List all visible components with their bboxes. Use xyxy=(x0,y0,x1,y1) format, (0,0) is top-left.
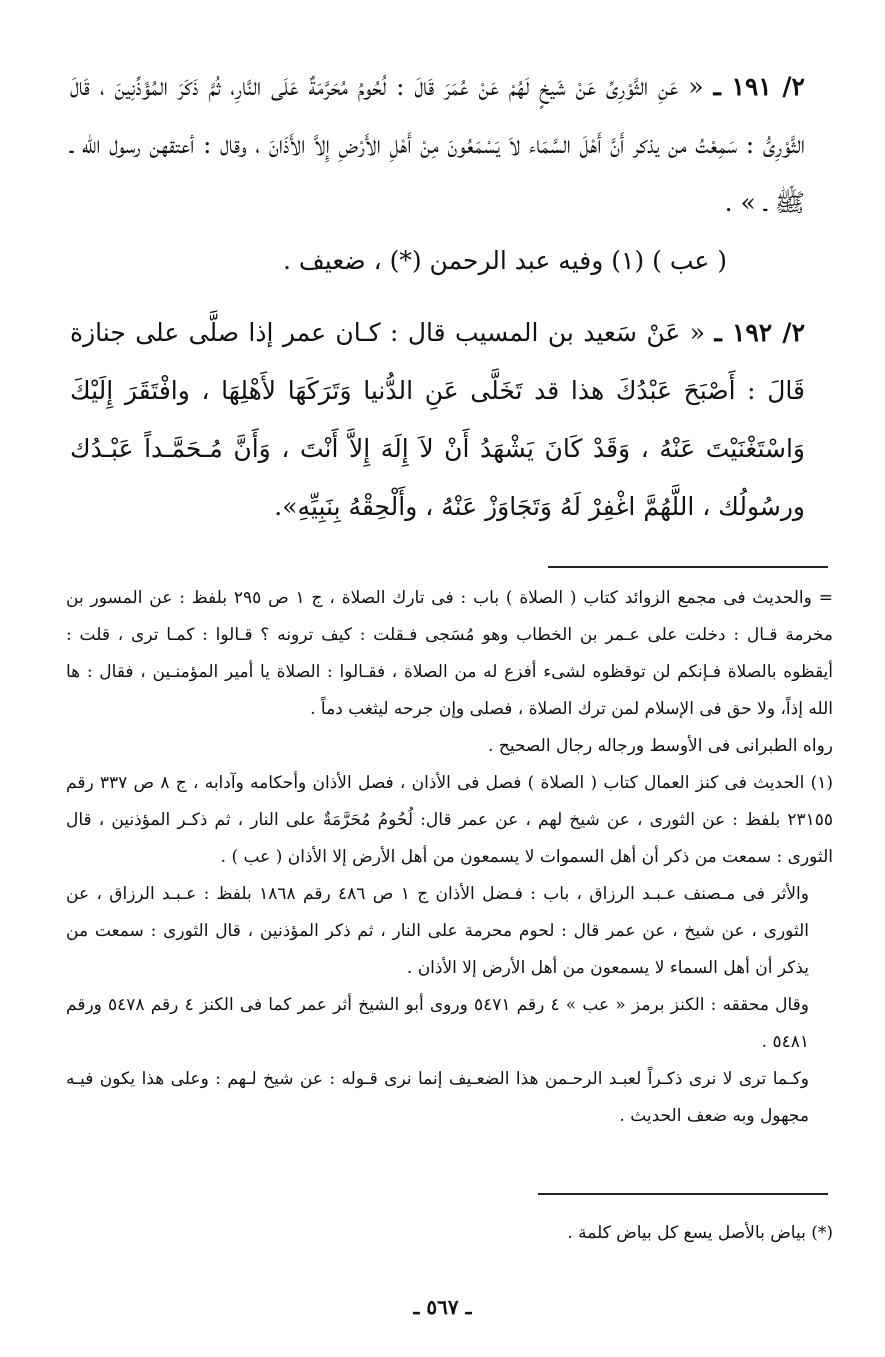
footnote-1: (١) الحديث فى كنز العمال كتاب ( الصلاة ) فصل فى الأذان ، فصل الأذان وأحكامه وآدابه ، ج ٨ ص ٣٣٧ رقم ٢٣١٥٥ بلفظ : عن الثورى ، عن شيخ لهم ، عن عمر قال: لُحُومُ مُحَرَّمَةٌ على النار ، ثم ذكـر المؤذنين ، قال الثورى : سمعت من ذكر أن أهل السموات لا يسمعون من أهل الأرض إلا الأذان ( عب ) . xyxy=(66,773,833,867)
page-number: ـ ٥٦٧ ـ xyxy=(413,1295,472,1319)
hadith-191-text: « عَنِ الثَّوْرِىِّ عَنْ شَيخٍ لَهُمْ عَنْ عُمَرَ قَالَ : لُحُومُ مُحَرَّمَةٌ عَلَى النَّارِ، ثُمَّ ذَكَرَ المُؤَذِّنِينَ ، قَالَ الثَّوْرِىُّ : سَمِعْتُ من يذكر أَنَّ أَهْلَ السَّمَاء لاَ يَسْمَعُونَ مِنْ أَهْلِ الأَرْضِ إِلاَّ الأَذَانَ ، وقال : أعتقهن رسول الله ـ ﷺ ـ » . xyxy=(70,72,805,217)
footnotes xyxy=(66,580,833,1135)
hadith-191-number: ٢/ ١٩١ ـ xyxy=(713,72,805,101)
paragraph-gap xyxy=(70,290,805,304)
hadith-191 xyxy=(70,58,805,232)
star-note-divider xyxy=(538,1193,828,1195)
footnote-divider xyxy=(548,566,828,568)
footnote-1-editor: وقال محققه : الكنز برمز « عب » ٤ رقم ٥٤٧١ وروى أبو الشيخ أثر عمر كما فى الكنز ٤ رقم ٥٤٧٨ ورقم ٥٤٨١ . xyxy=(66,995,809,1052)
hadith-191-reference: ( عب ) (١) وفيه عبد الرحمن (*) ، ضعيف . xyxy=(283,246,727,275)
footnote-continuation: = والحديث فى مجمع الزوائد كتاب ( الصلاة ) باب : فى تارك الصلاة ، ج ١ ص ٢٩٥ بلفظ : عن المسور بن مخرمة قـال : دخلت على عـمر بن الخطاب وهو مُسَجى فـقلت : كيف ترونه ؟ قـالوا : كمـا ترى ، قلت : أيقظوه بالصلاة فـإنكم لن توقظوه لشىء أفزع له من الصلاة ، فقـالوا : الصلاة يا أمير المؤمنـين ، فقال : ها الله إذاً، ولا حق فى الإسلام لمن ترك الصلاة ، فصلى وإن جرحه ليثغب دماً . xyxy=(66,588,833,719)
main-text xyxy=(70,58,805,536)
hadith-192-text: « عَنْ سَعيد بن المسيب قال : كـان عمر إذا صلَّى على جنازة قَالَ : أَصْبَحَ عَبْدُكَ هذا قد تَخَلَّى عَنِ الدُّنيا وَتَرَكَهَا لأَهْلِهَا ، وافْتَقَرَ إِلَيْكَ وَاسْتَغْنَيْتَ عَنْهُ ، وَقَدْ كَانَ يَشْهَدُ أَنْ لاَ إِلَهَ إِلاَّ أَنْتَ ، وَأَنَّ مُـحَمَّـداً عَبْـدُك ورسُولُك ، اللَّهُمَّ اغْفِرْ لَهُ وَتَجَاوَزْ عَنْهُ ، وأَلْحِقْهُ بِنَبِيِّهِ». xyxy=(70,318,805,521)
hadith-192 xyxy=(70,304,805,536)
hadith-192-number: ٢/ ١٩٢ ـ xyxy=(714,318,805,347)
footnote-1-abdulrazzaq: والأثر فى مـصنف عـبـد الرزاق ، باب : فـضل الأذان ج ١ ص ٤٨٦ رقم ١٨٦٨ بلفظ : عـبـد الرزاق ، عن الثورى ، عن شيخ ، عن عمر قال : لحوم محرمة على النار ، ثم ذكر المؤذنين ، قال الثورى : سمعت من يذكر أن أهل السماء لا يسمعون من أهل الأرض إلا الأذان . xyxy=(66,884,809,978)
footnote-1-comment: وكـما ترى لا نرى ذكـراً لعبـد الرحـمن هذا الضعـيف إنما نرى قـوله : عن شيخ لـهم : وعلى هذا يكون فيـه مجهول وبه ضعف الحديث . xyxy=(66,1069,809,1126)
star-note: (*) بياض بالأصل يسع كل بياض كلمة . xyxy=(567,1223,833,1243)
footnote-source: رواه الطبرانى فى الأوسط ورجاله رجال الصحيح . xyxy=(488,736,833,756)
